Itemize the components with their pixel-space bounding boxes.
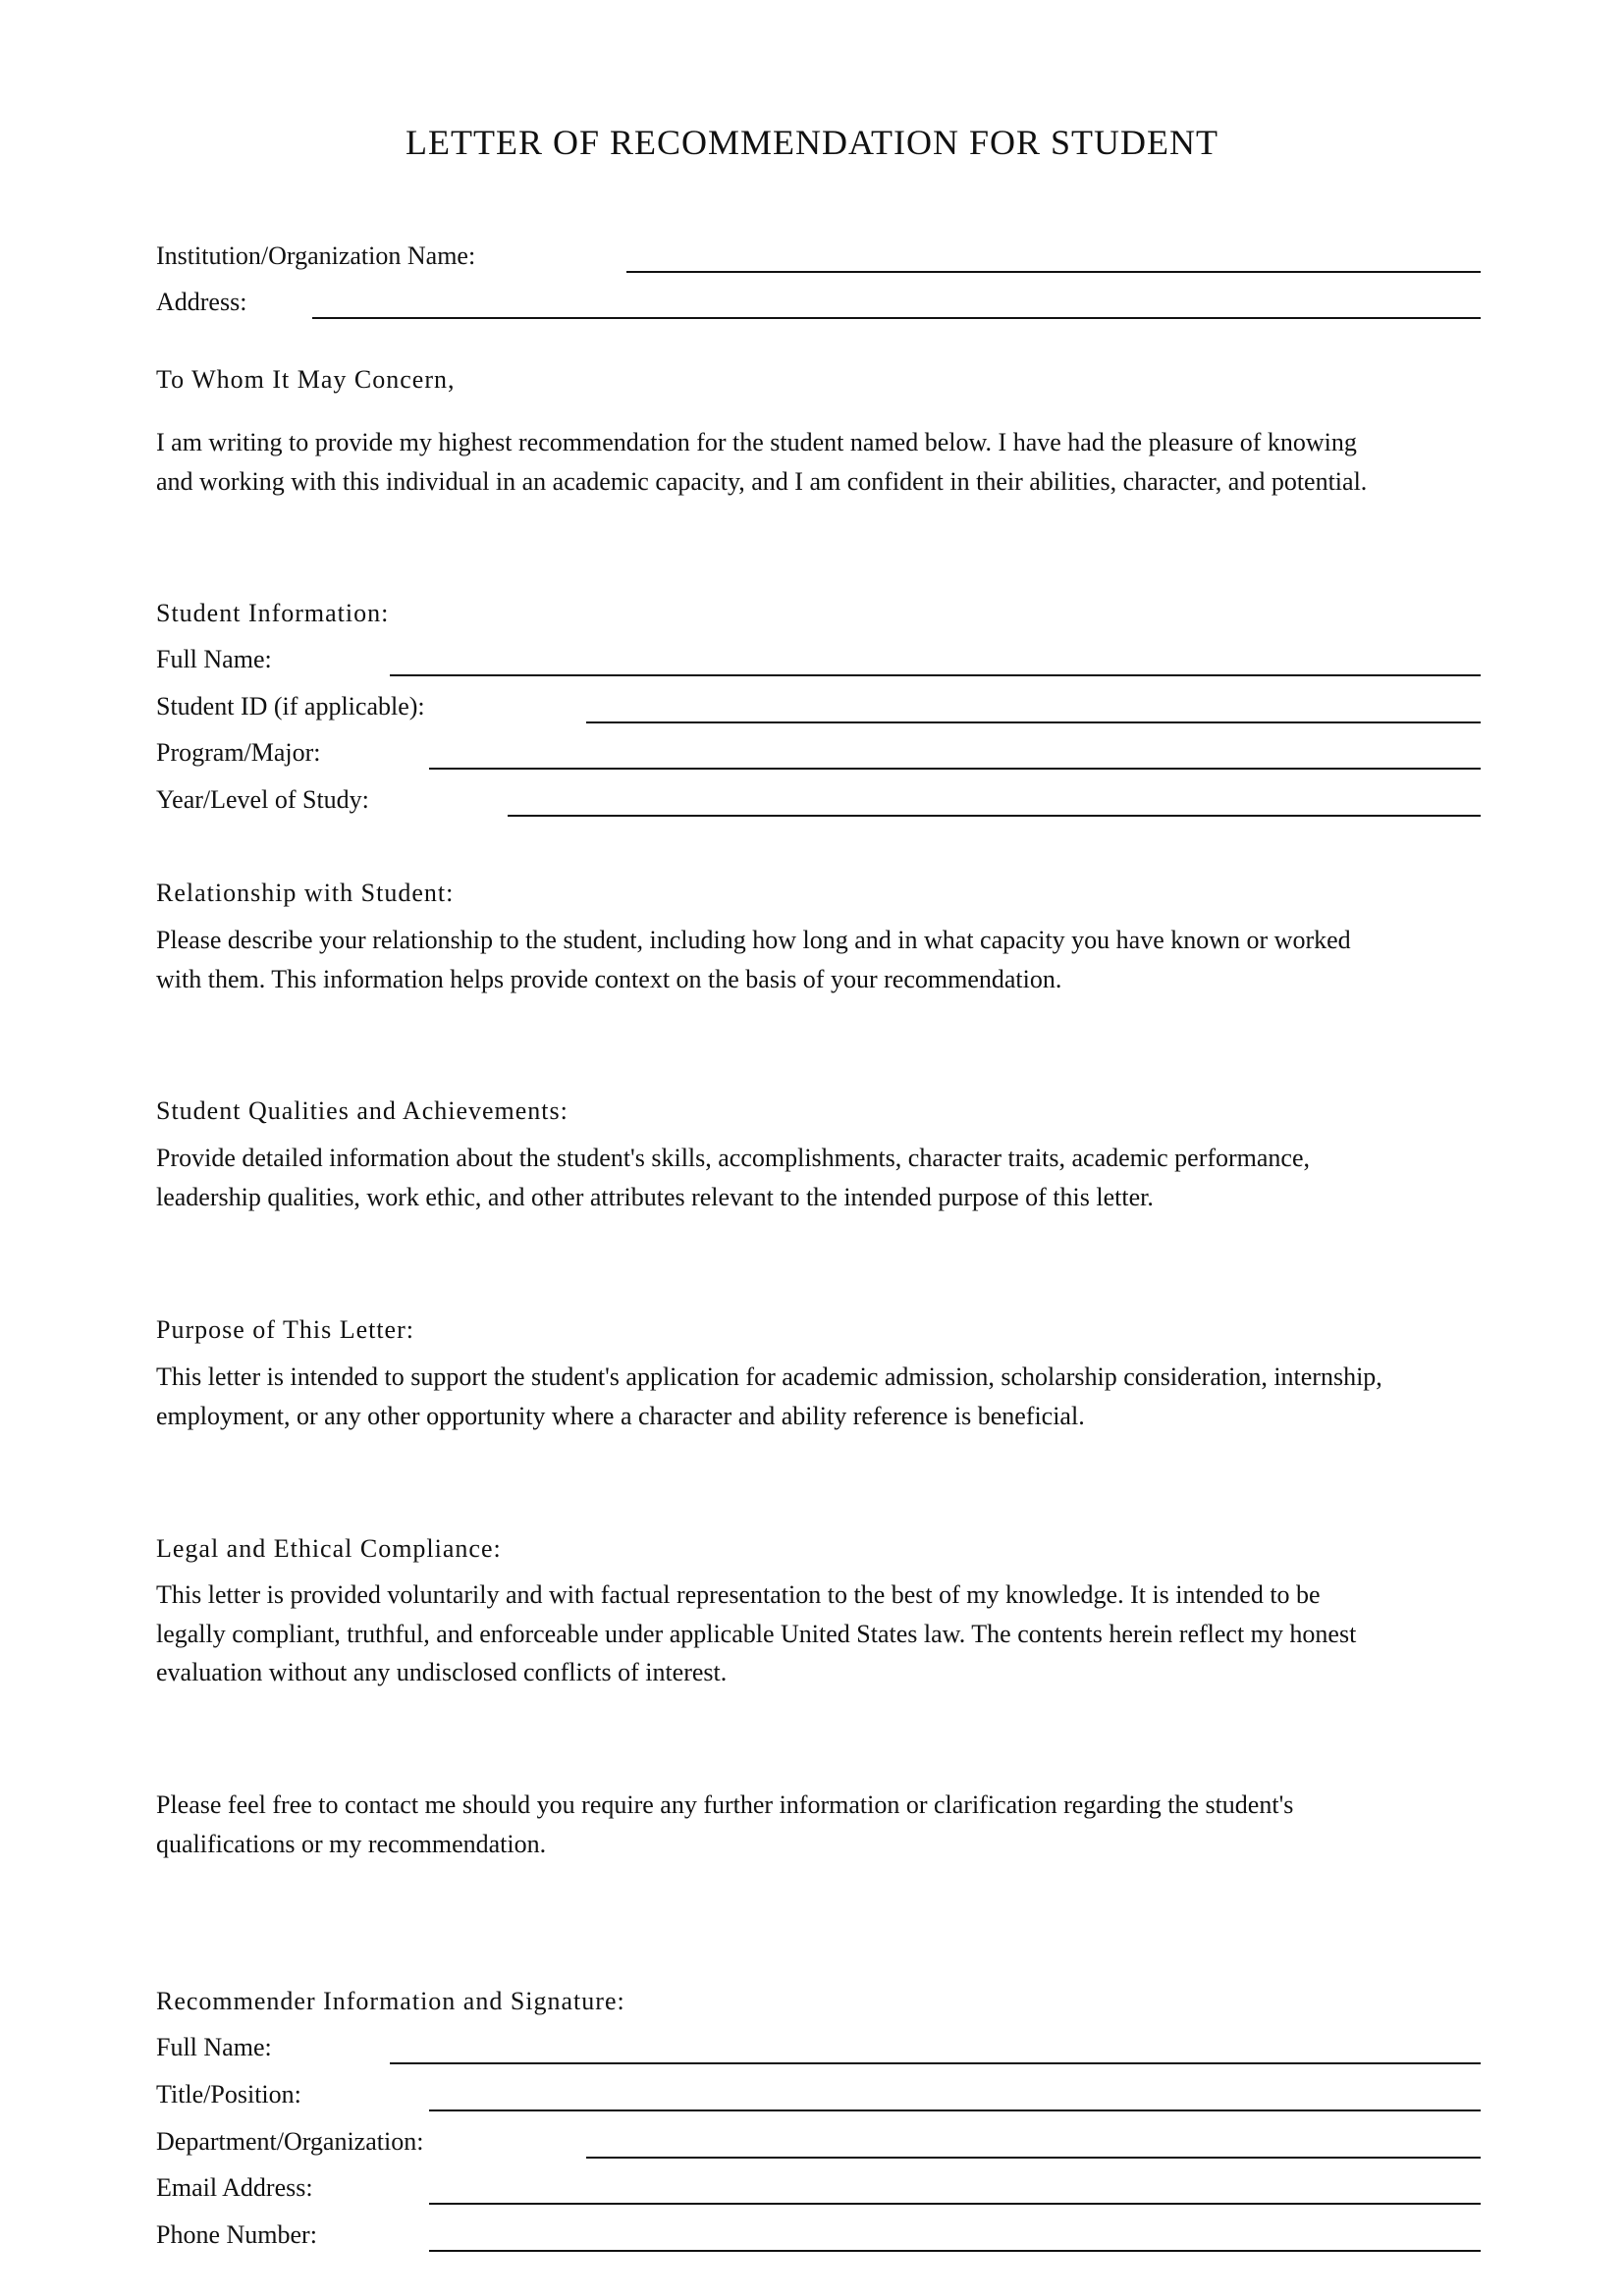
institution-field xyxy=(156,237,1481,276)
document-title: LETTER OF RECOMMENDATION FOR STUDENT xyxy=(406,123,1218,162)
address-field xyxy=(156,283,1481,322)
recommender-email-field xyxy=(156,2168,1481,2208)
relationship-heading: Relationship with Student: xyxy=(156,879,455,907)
qualities-heading: Student Qualities and Achievements: xyxy=(156,1096,568,1125)
intro-line-1: I am writing to provide my highest recommendation for the student named below. I have had the pleasure of knowing xyxy=(156,428,1357,456)
recommender-phone-input-line[interactable] xyxy=(429,2250,1481,2252)
legal-heading: Legal and Ethical Compliance: xyxy=(156,1534,502,1563)
legal-line-2: legally compliant, truthful, and enforceable under applicable United States law. The contents herein reflect my honest xyxy=(156,1619,1357,1648)
intro-paragraph xyxy=(156,423,1491,501)
closing-line-2: qualifications or my recommendation. xyxy=(156,1829,547,1858)
recommender-email-label: Email Address: xyxy=(156,2173,313,2202)
recommender-title-input-line[interactable] xyxy=(429,2109,1481,2111)
address-input-line[interactable] xyxy=(312,317,1481,319)
recommender-title-label: Title/Position: xyxy=(156,2080,301,2109)
student-full-name-field xyxy=(156,640,1481,679)
closing-paragraph xyxy=(156,1786,1491,1863)
student-info-heading: Student Information: xyxy=(156,599,390,627)
recommender-department-label: Department/Organization: xyxy=(156,2127,424,2156)
program-field xyxy=(156,733,1481,773)
year-input-line[interactable] xyxy=(508,815,1481,817)
recommender-email-input-line[interactable] xyxy=(429,2203,1481,2205)
purpose-line-1: This letter is intended to support the student's application for academic admission, scholarship consideration, internship, xyxy=(156,1362,1382,1391)
recommender-title-field xyxy=(156,2075,1481,2114)
relationship-line-2: with them. This information helps provide context on the basis of your recommendation. xyxy=(156,964,1062,993)
purpose-heading: Purpose of This Letter: xyxy=(156,1315,414,1344)
salutation: To Whom It May Concern, xyxy=(156,365,456,394)
closing-line-1: Please feel free to contact me should you require any further information or clarification regarding the student's xyxy=(156,1790,1294,1819)
year-field xyxy=(156,780,1481,820)
qualities-line-1: Provide detailed information about the student's skills, accomplishments, character traits, academic performance, xyxy=(156,1144,1311,1172)
purpose-line-2: employment, or any other opportunity where a character and ability reference is beneficial. xyxy=(156,1401,1085,1430)
year-label: Year/Level of Study: xyxy=(156,785,369,814)
address-label: Address: xyxy=(156,288,247,316)
legal-line-3: evaluation without any undisclosed conflicts of interest. xyxy=(156,1658,728,1686)
relationship-line-1: Please describe your relationship to the student, including how long and in what capacity you have known or worked xyxy=(156,926,1351,954)
recommender-department-input-line[interactable] xyxy=(586,2157,1481,2159)
student-id-label: Student ID (if applicable): xyxy=(156,692,425,721)
recommender-phone-field xyxy=(156,2216,1481,2255)
qualities-line-2: leadership qualities, work ethic, and other attributes relevant to the intended purpose of this letter. xyxy=(156,1182,1154,1211)
institution-input-line[interactable] xyxy=(626,271,1481,273)
program-label: Program/Major: xyxy=(156,738,321,767)
recommender-full-name-input-line[interactable] xyxy=(390,2062,1481,2064)
recommender-phone-label: Phone Number: xyxy=(156,2220,317,2249)
recommender-full-name-label: Full Name: xyxy=(156,2033,272,2061)
student-id-field xyxy=(156,687,1481,726)
student-full-name-label: Full Name: xyxy=(156,645,272,673)
program-input-line[interactable] xyxy=(429,768,1481,770)
relationship-paragraph xyxy=(156,921,1491,998)
recommender-heading: Recommender Information and Signature: xyxy=(156,1987,625,2015)
student-full-name-input-line[interactable] xyxy=(390,674,1481,676)
purpose-paragraph xyxy=(156,1358,1491,1435)
recommender-department-field xyxy=(156,2122,1481,2162)
recommender-full-name-field xyxy=(156,2028,1481,2067)
legal-line-1: This letter is provided voluntarily and with factual representation to the best of my knowledge. It is intended to be xyxy=(156,1580,1321,1609)
institution-label: Institution/Organization Name: xyxy=(156,241,476,270)
qualities-paragraph xyxy=(156,1139,1491,1216)
student-id-input-line[interactable] xyxy=(586,721,1481,723)
legal-paragraph xyxy=(156,1575,1491,1692)
intro-line-2: and working with this individual in an academic capacity, and I am confident in their abilities, character, and potential. xyxy=(156,466,1368,496)
